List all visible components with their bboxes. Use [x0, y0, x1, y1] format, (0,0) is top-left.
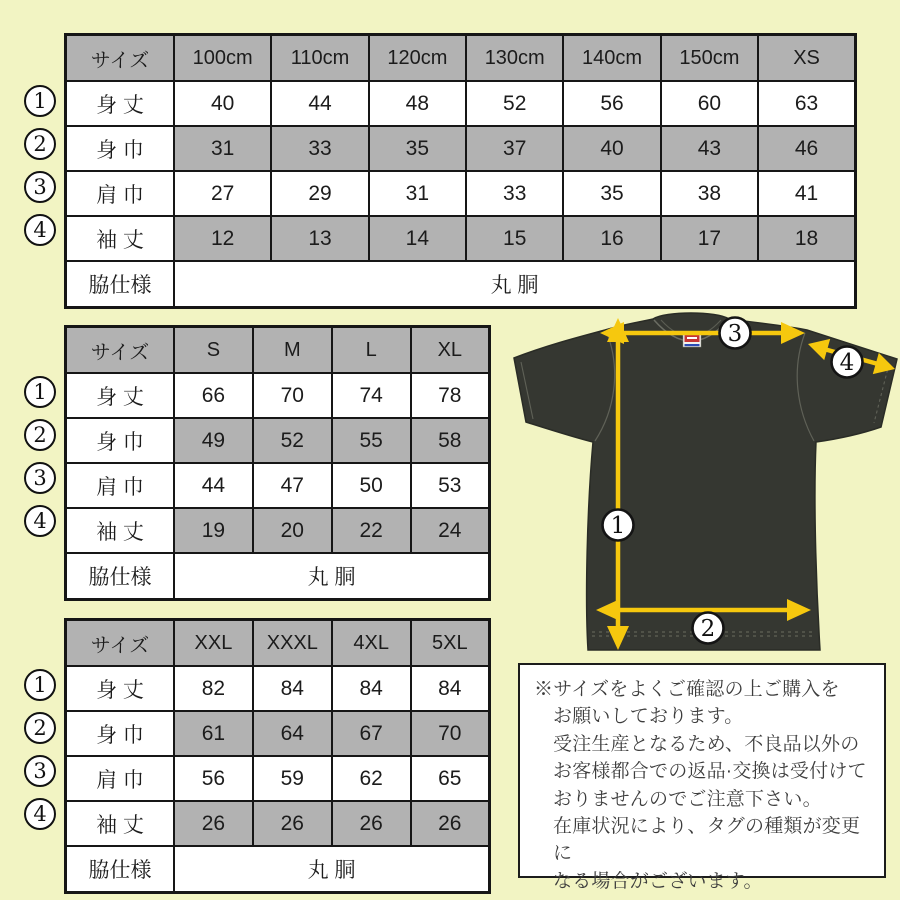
value-cell: 33	[466, 171, 563, 216]
diagram-marker-2: 2	[700, 616, 716, 642]
row-label: 袖 丈	[66, 801, 175, 846]
value-cell: 48	[369, 81, 466, 126]
note-line: お客様都合での返品·交換は受付けて	[553, 761, 867, 783]
row-label: 身 丈	[66, 373, 175, 418]
value-cell: 26	[253, 801, 332, 846]
value-cell: 56	[174, 756, 253, 801]
row-marker-4: 4	[24, 798, 56, 830]
row-label: 袖 丈	[66, 508, 175, 553]
value-cell: 12	[174, 216, 271, 261]
row-label: 身 巾	[66, 126, 175, 171]
value-cell: 55	[332, 418, 411, 463]
value-cell: 58	[411, 418, 490, 463]
value-cell: 43	[661, 126, 758, 171]
diagram-marker-1: 1	[610, 513, 626, 539]
value-cell: 26	[332, 801, 411, 846]
header-cell: XXXL	[253, 620, 332, 667]
header-cell: 140cm	[563, 35, 660, 82]
value-cell: 14	[369, 216, 466, 261]
value-cell: 20	[253, 508, 332, 553]
header-cell: M	[253, 327, 332, 374]
value-cell: 61	[174, 711, 253, 756]
row-marker-2: 2	[24, 712, 56, 744]
footer-value: 丸 胴	[174, 846, 490, 893]
value-cell: 18	[758, 216, 855, 261]
footer-label: 脇仕様	[66, 261, 175, 308]
footer-value: 丸 胴	[174, 553, 490, 600]
value-cell: 59	[253, 756, 332, 801]
value-cell: 15	[466, 216, 563, 261]
value-cell: 29	[271, 171, 368, 216]
row-marker-1: 1	[24, 85, 56, 117]
value-cell: 40	[563, 126, 660, 171]
header-cell: 130cm	[466, 35, 563, 82]
value-cell: 70	[411, 711, 490, 756]
header-cell: 120cm	[369, 35, 466, 82]
diagram-marker-3: 3	[727, 321, 743, 347]
size-table-big	[64, 618, 491, 894]
value-cell: 47	[253, 463, 332, 508]
value-cell: 78	[411, 373, 490, 418]
header-cell: 110cm	[271, 35, 368, 82]
row-label: 肩 巾	[66, 756, 175, 801]
row-marker-1: 1	[24, 376, 56, 408]
value-cell: 56	[563, 81, 660, 126]
value-cell: 35	[369, 126, 466, 171]
value-cell: 26	[174, 801, 253, 846]
value-cell: 50	[332, 463, 411, 508]
row-marker-3: 3	[24, 462, 56, 494]
row-label: 肩 巾	[66, 171, 175, 216]
value-cell: 19	[174, 508, 253, 553]
row-marker-3: 3	[24, 171, 56, 203]
header-cell: 5XL	[411, 620, 490, 667]
footer-label: 脇仕様	[66, 553, 175, 600]
tshirt-diagram	[495, 300, 900, 662]
value-cell: 52	[466, 81, 563, 126]
note-line: なる場合がございます。	[553, 870, 763, 892]
row-marker-4: 4	[24, 214, 56, 246]
header-cell: L	[332, 327, 411, 374]
value-cell: 74	[332, 373, 411, 418]
value-cell: 66	[174, 373, 253, 418]
value-cell: 27	[174, 171, 271, 216]
value-cell: 52	[253, 418, 332, 463]
header-cell: サイズ	[66, 327, 175, 374]
header-cell: XS	[758, 35, 855, 82]
value-cell: 44	[174, 463, 253, 508]
value-cell: 16	[563, 216, 660, 261]
header-cell: 100cm	[174, 35, 271, 82]
value-cell: 60	[661, 81, 758, 126]
purchase-note	[518, 663, 886, 892]
row-label: 肩 巾	[66, 463, 175, 508]
row-label: 袖 丈	[66, 216, 175, 261]
note-line: 在庫状況により、タグの種類が変更に	[553, 816, 861, 865]
value-cell: 84	[332, 666, 411, 711]
value-cell: 70	[253, 373, 332, 418]
row-label: 身 丈	[66, 81, 175, 126]
row-marker-4: 4	[24, 505, 56, 537]
value-cell: 35	[563, 171, 660, 216]
value-cell: 64	[253, 711, 332, 756]
value-cell: 37	[466, 126, 563, 171]
diagram-marker-4: 4	[839, 350, 855, 376]
header-cell: サイズ	[66, 620, 175, 667]
note-line: 受注生産となるため、不良品以外の	[553, 733, 860, 755]
value-cell: 26	[411, 801, 490, 846]
header-cell: 4XL	[332, 620, 411, 667]
header-cell: XL	[411, 327, 490, 374]
value-cell: 22	[332, 508, 411, 553]
row-label: 身 丈	[66, 666, 175, 711]
value-cell: 84	[253, 666, 332, 711]
value-cell: 67	[332, 711, 411, 756]
note-line: ※サイズをよくご確認の上ご購入を	[534, 679, 840, 700]
row-marker-1: 1	[24, 669, 56, 701]
size-table-adult	[64, 325, 491, 601]
row-marker-3: 3	[24, 755, 56, 787]
value-cell: 33	[271, 126, 368, 171]
row-label: 身 巾	[66, 418, 175, 463]
value-cell: 13	[271, 216, 368, 261]
note-line: お願いしております。	[553, 706, 744, 728]
value-cell: 46	[758, 126, 855, 171]
value-cell: 44	[271, 81, 368, 126]
footer-label: 脇仕様	[66, 846, 175, 893]
row-marker-2: 2	[24, 419, 56, 451]
value-cell: 31	[369, 171, 466, 216]
value-cell: 38	[661, 171, 758, 216]
value-cell: 49	[174, 418, 253, 463]
value-cell: 17	[661, 216, 758, 261]
value-cell: 31	[174, 126, 271, 171]
value-cell: 62	[332, 756, 411, 801]
row-marker-2: 2	[24, 128, 56, 160]
row-label: 身 巾	[66, 711, 175, 756]
value-cell: 24	[411, 508, 490, 553]
value-cell: 41	[758, 171, 855, 216]
value-cell: 53	[411, 463, 490, 508]
header-cell: サイズ	[66, 35, 175, 82]
value-cell: 84	[411, 666, 490, 711]
header-cell: XXL	[174, 620, 253, 667]
header-cell: S	[174, 327, 253, 374]
value-cell: 63	[758, 81, 855, 126]
size-table-kids	[64, 33, 857, 309]
value-cell: 65	[411, 756, 490, 801]
header-cell: 150cm	[661, 35, 758, 82]
footer-value: 丸 胴	[174, 261, 856, 308]
value-cell: 82	[174, 666, 253, 711]
value-cell: 40	[174, 81, 271, 126]
note-line: おりませんのでご注意下さい。	[553, 788, 822, 810]
